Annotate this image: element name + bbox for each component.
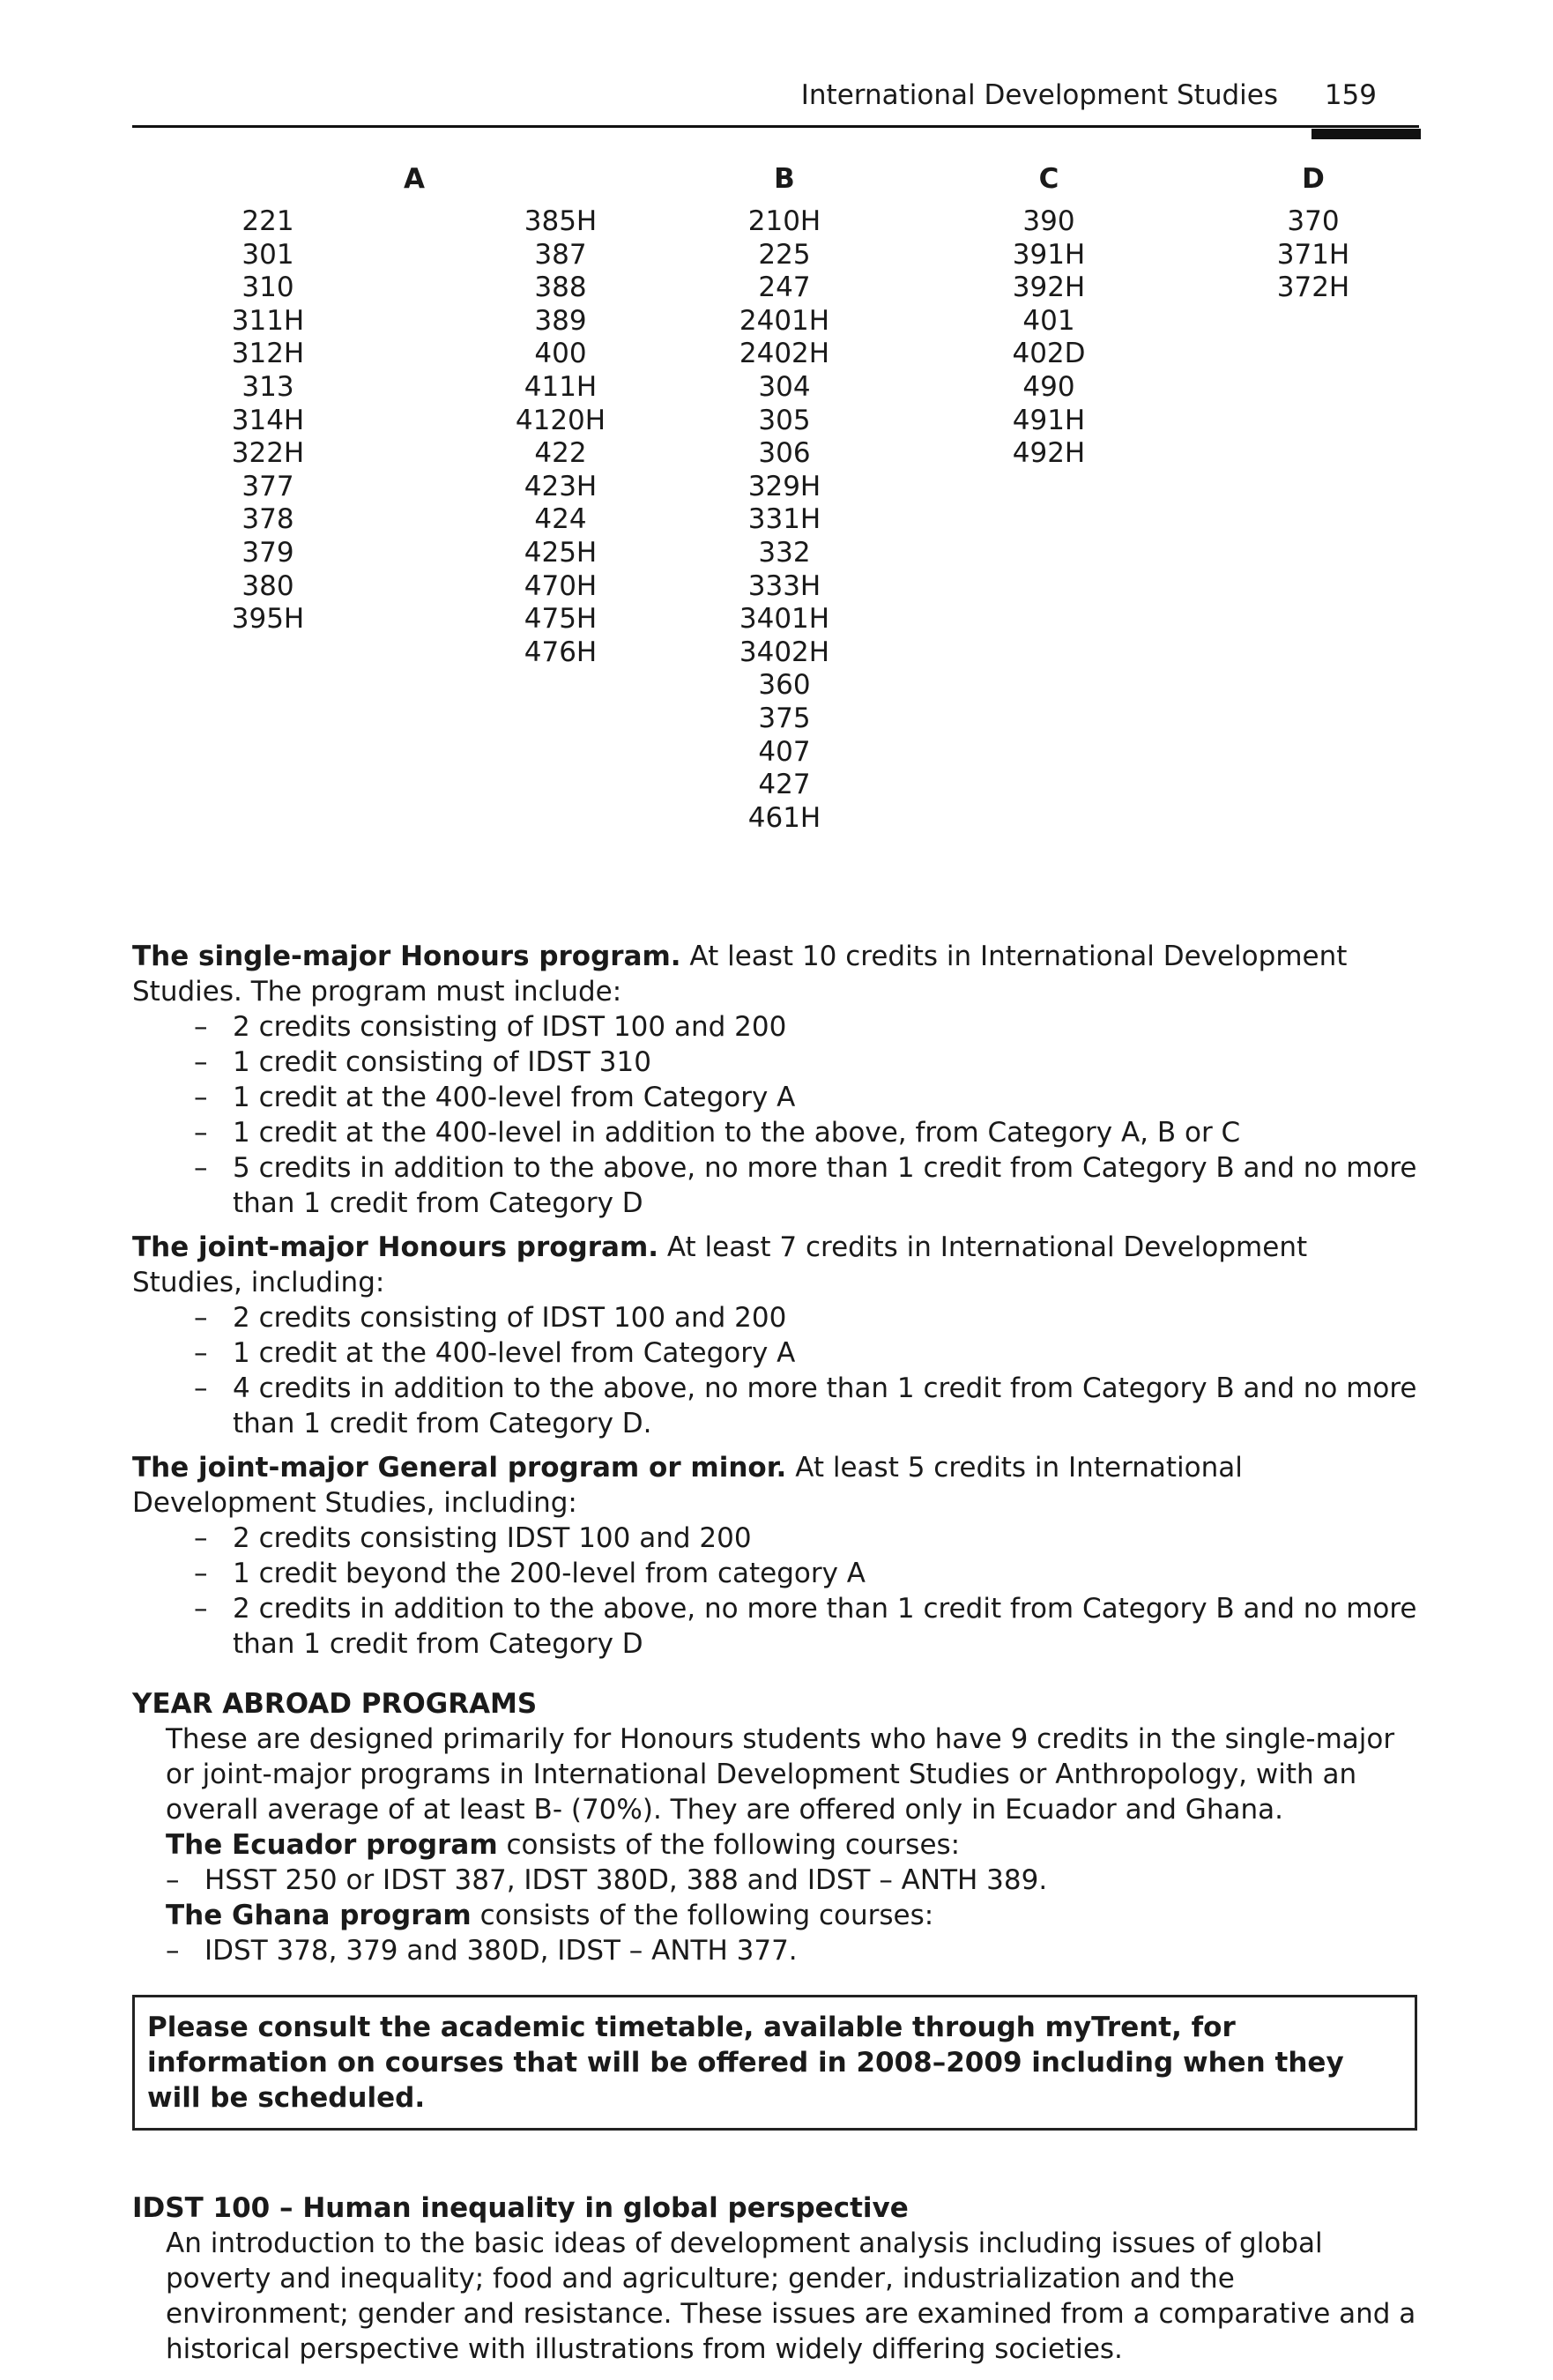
list-item: – 1 credit at the 400-level from Category A [194, 1335, 1419, 1371]
category-b-heading: B [774, 163, 795, 195]
course-code: 392H [1012, 271, 1086, 304]
course-code: 360 [758, 669, 811, 702]
list-item: – 2 credits consisting of IDST 100 and 200 [194, 1300, 1419, 1335]
course-description: An introduction to the basic ideas of development analysis including issues of global poverty and inequality; food and agriculture; gender, industrialization and the environment; gender and resistance. These issues are examined from a comparative and a historical perspective with illustrations from widely differing societies. [166, 2228, 1416, 2365]
list-item: – 1 credit consisting of IDST 310 [194, 1045, 1419, 1080]
course-code: 470H [524, 569, 598, 602]
joint-major-honours-list [132, 1300, 1419, 1441]
list-item: – 4 credits in addition to the above, no more than 1 credit from Category B and no more than 1 credit from Category D. [194, 1371, 1419, 1441]
joint-major-general-intro: At least 5 credits in International Development Studies, including: [132, 1452, 1243, 1519]
course-code: 389 [534, 304, 587, 337]
year-abroad-description: These are designed primarily for Honours students who have 9 credits in the single-major or joint-major programs in International Development Studies or Anthropology, with an overall average of at least B- (70%). They are offered only in Ecuador and Ghana. [166, 1723, 1395, 1826]
course-code: 427 [758, 769, 811, 801]
course-code: 395H [231, 603, 305, 636]
course-code: 387 [534, 238, 587, 271]
course-code: 2402H [739, 338, 830, 370]
course-code: 370 [1287, 205, 1340, 237]
ghana-list [132, 1933, 1419, 1968]
course-code: 475H [524, 603, 598, 636]
course-title: IDST 100 – Human inequality in global perspective [132, 2192, 909, 2224]
course-code: 491H [1012, 404, 1086, 436]
course-code: 492H [1012, 437, 1086, 470]
ghana-label: The Ghana program [166, 1900, 472, 1931]
joint-major-honours-intro: At least 7 credits in International Development Studies, including: [132, 1231, 1308, 1298]
course-code: 312H [231, 338, 305, 370]
course-code: 225 [758, 238, 811, 271]
course-code: 401 [1022, 304, 1075, 337]
course-code: 378 [241, 503, 294, 536]
course-code: 3401H [739, 603, 830, 636]
running-header [132, 71, 1419, 128]
course-code: 301 [241, 238, 294, 271]
course-code: 424 [534, 503, 587, 536]
ecuador-paragraph [132, 1827, 1419, 1863]
course-code: 311H [231, 304, 305, 337]
running-header-title: International Development Studies [800, 79, 1278, 111]
course-code: 322H [231, 437, 305, 470]
list-item: – 2 credits in addition to the above, no more than 1 credit from Category B and no more than 1 credit from Category D [194, 1591, 1419, 1662]
course-code: 385H [524, 205, 598, 237]
course-code: 400 [534, 338, 587, 370]
course-code: 425H [524, 536, 598, 569]
list-item: – 2 credits consisting IDST 100 and 200 [194, 1521, 1419, 1556]
course-code: 305 [758, 404, 811, 436]
course-code: 306 [758, 437, 811, 470]
year-abroad-heading: YEAR ABROAD PROGRAMS [132, 1688, 538, 1720]
ecuador-item: – HSST 250 or IDST 387, IDST 380D, 388 and IDST – ANTH 389. [166, 1863, 1419, 1898]
ecuador-label: The Ecuador program [166, 1829, 498, 1861]
category-table [132, 163, 1419, 939]
course-code: 423H [524, 470, 598, 502]
course-code: 313 [241, 370, 294, 403]
ghana-paragraph [132, 1898, 1419, 1933]
header-rule-bar [1312, 129, 1421, 139]
joint-major-general-heading: The joint-major General program or minor. [132, 1452, 787, 1484]
course-code: 490 [1022, 370, 1075, 403]
course-code: 476H [524, 636, 598, 668]
course-code: 402D [1012, 338, 1086, 370]
single-major-list [132, 1009, 1419, 1221]
category-a-column-1 [197, 205, 338, 636]
course-code: 422 [534, 437, 587, 470]
course-code: 314H [231, 404, 305, 436]
course-code: 461H [747, 801, 821, 834]
single-major-intro: At least 10 credits in International Development Studies. The program must include: [132, 941, 1348, 1008]
course-code: 377 [241, 470, 294, 502]
course-code: 310 [241, 271, 294, 304]
list-item: – 5 credits in addition to the above, no more than 1 credit from Category B and no more than 1 credit from Category D [194, 1150, 1419, 1221]
category-b-column [714, 205, 855, 835]
course-code: 391H [1012, 238, 1086, 271]
course-code: 379 [241, 536, 294, 569]
course-code: 329H [747, 470, 821, 502]
course-code: 4120H [515, 404, 606, 436]
category-a-column-2 [490, 205, 631, 669]
course-code: 371H [1276, 238, 1350, 271]
ghana-item: – IDST 378, 379 and 380D, IDST – ANTH 377. [166, 1933, 1419, 1968]
course-code: 3402H [739, 636, 830, 668]
course-code: 304 [758, 370, 811, 403]
course-code: 380 [241, 569, 294, 602]
category-c-column [978, 205, 1119, 471]
list-item: – 1 credit at the 400-level from Category A [194, 1080, 1419, 1115]
category-d-column [1243, 205, 1384, 305]
course-code: 411H [524, 370, 598, 403]
course-code: 407 [758, 735, 811, 768]
single-major-heading: The single-major Honours program. [132, 941, 681, 972]
page [132, 71, 1419, 2367]
joint-major-general-list [132, 1521, 1419, 1662]
course-code: 221 [241, 205, 294, 237]
course-code: 388 [534, 271, 587, 304]
course-code: 390 [1022, 205, 1075, 237]
timetable-notice-box: Please consult the academic timetable, available through myTrent, for information on courses that will be offered in 2008–2009 including when they will be scheduled. [132, 1995, 1417, 2131]
course-code: 375 [758, 702, 811, 734]
course-code: 247 [758, 271, 811, 304]
course-code: 333H [747, 569, 821, 602]
course-code: 332 [758, 536, 811, 569]
joint-major-general-paragraph [132, 1450, 1419, 1521]
program-requirements [132, 939, 1419, 2367]
list-item: – 1 credit beyond the 200-level from category A [194, 1556, 1419, 1591]
course-code: 372H [1276, 271, 1350, 304]
single-major-paragraph [132, 939, 1419, 1009]
category-d-heading: D [1302, 163, 1325, 195]
ghana-text: consists of the following courses: [471, 1900, 934, 1931]
ecuador-list [132, 1863, 1419, 1898]
category-a-heading: A [404, 163, 425, 195]
ecuador-text: consists of the following courses: [497, 1829, 961, 1861]
page-number: 159 [1324, 79, 1377, 111]
course-code: 210H [747, 205, 821, 237]
course-code: 331H [747, 503, 821, 536]
course-code: 2401H [739, 304, 830, 337]
joint-major-honours-paragraph [132, 1230, 1419, 1300]
list-item: – 1 credit at the 400-level in addition to the above, from Category A, B or C [194, 1115, 1419, 1150]
category-c-heading: C [1038, 163, 1059, 195]
list-item: – 2 credits consisting of IDST 100 and 200 [194, 1009, 1419, 1045]
joint-major-honours-heading: The joint-major Honours program. [132, 1231, 659, 1263]
